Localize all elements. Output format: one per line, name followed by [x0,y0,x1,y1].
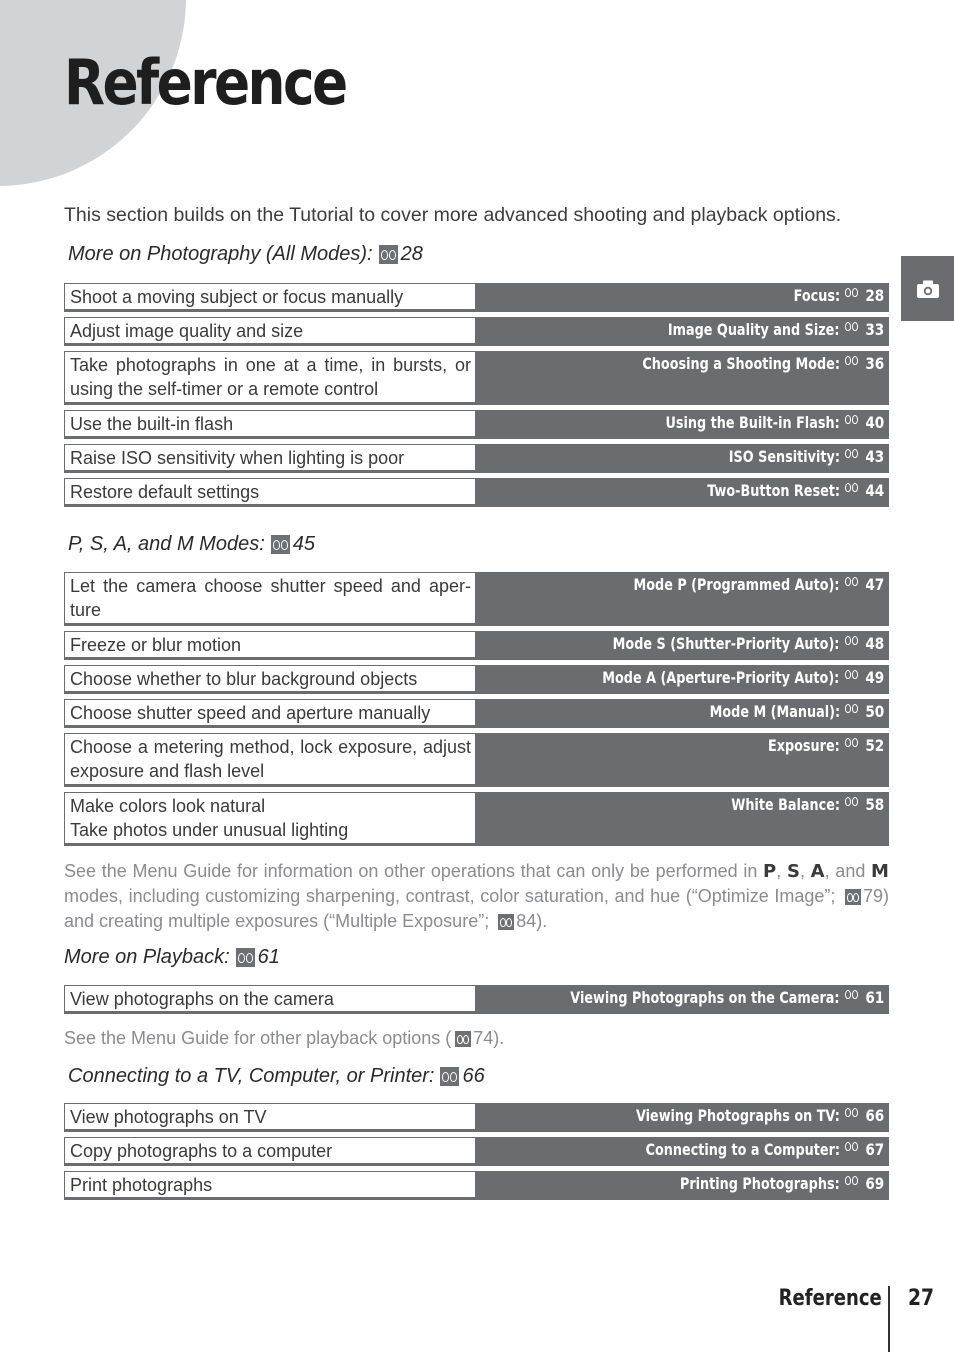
camera-icon [916,279,940,299]
table-row [64,283,889,312]
page-ref-icon [844,667,859,682]
reference-table-psam-modes [64,572,889,851]
note-text: , [776,861,787,881]
note-text: , [799,861,811,881]
row-description: Restore default settings [64,478,476,507]
page-ref-icon [844,1173,859,1188]
target-label: Image Quality and Size: [668,320,840,339]
row-target[interactable] [476,631,889,660]
target-label: Viewing Photographs on TV: [635,1106,840,1125]
page-ref-icon [844,701,859,716]
table-row [64,444,889,473]
page-ref-icon [271,535,290,554]
target-label: Choosing a Shooting Mode: [642,354,840,373]
intro-text: This section builds on the Tutorial to cover more advanced shooting and playback options. [64,204,842,226]
target-page: 40 [865,413,884,432]
target-label: Printing Photographs: [679,1174,840,1193]
page-ref-icon [845,889,861,905]
row-description: Make colors look natural Take photos under unusual lighting [64,792,476,846]
row-target[interactable] [476,351,889,405]
page-title: Reference [64,46,346,119]
target-page: 43 [865,447,884,466]
note-text: See the Menu Guide for information on other operations that can only be performed in [64,861,764,881]
section-heading-page: 28 [400,243,423,265]
table-row [64,665,889,694]
table-row [64,733,889,787]
page-ref-icon [844,1139,859,1154]
page-ref-icon [844,987,859,1002]
page-ref-icon [236,948,255,967]
row-description: Print photographs [64,1171,476,1200]
row-target[interactable] [476,283,889,312]
section-heading-label: More on Playback: [64,946,230,968]
page-ref-icon [844,446,859,461]
row-description: Take photographs in one at a time, in bursts, or using the self-timer or a remote control [64,351,476,405]
row-target[interactable] [476,444,889,473]
target-page: 47 [865,575,884,594]
page-ref-icon [844,574,859,589]
target-page: 28 [865,286,884,305]
target-page: 49 [865,668,884,687]
row-description: View photographs on TV [64,1103,476,1132]
row-target[interactable] [476,1137,889,1166]
table-row [64,478,889,507]
row-description: View photographs on the camera [64,985,476,1014]
section-heading-connecting [68,1065,485,1088]
table-row [64,572,889,626]
mode-letter: P [763,861,777,882]
row-description: Raise ISO sensitivity when lighting is poor [64,444,476,473]
target-label: Focus: [793,286,840,305]
row-description: Choose shutter speed and aperture manually [64,699,476,728]
page-ref-icon [440,1067,459,1086]
note-text: ) and creating multiple exposures (“Multiple Exposure”; [64,886,889,931]
reference-table-connecting [64,1103,889,1205]
page-ref-icon [844,412,859,427]
target-label: Using the Built-in Flash: [665,413,840,432]
table-row [64,1171,889,1200]
target-page: 61 [865,988,884,1007]
page-ref-icon [844,353,859,368]
mode-letter: M [871,861,889,882]
section-heading-label: More on Photography (All Modes): [68,243,373,265]
row-target[interactable] [476,1171,889,1200]
note-page-ref: 84 [516,911,537,931]
reference-table-photography [64,283,889,512]
page-ref-icon [844,480,859,495]
row-target[interactable] [476,699,889,728]
section-heading-playback [64,946,280,969]
target-label: Mode M (Manual): [709,702,840,721]
target-page: 58 [865,795,884,814]
page-ref-icon [844,735,859,750]
page-ref-icon [455,1031,471,1047]
page-ref-icon [844,285,859,300]
page-ref-icon [498,914,514,930]
mode-letter: S [786,861,800,882]
row-target[interactable] [476,317,889,346]
table-row [64,631,889,660]
row-target[interactable] [476,733,889,787]
table-row [64,792,889,846]
row-description: Freeze or blur motion [64,631,476,660]
target-label: Exposure: [767,736,840,755]
target-label: Connecting to a Computer: [645,1140,840,1159]
page-ref-icon [379,245,398,264]
note-text: , and [824,861,872,881]
footer-page-number: 27 [908,1286,935,1311]
row-target[interactable] [476,665,889,694]
note-text: modes, including customizing sharpening, contrast, color saturation, and hue (“Optimize Image”; [64,886,841,906]
reference-table-playback [64,985,889,1019]
note-page-ref: 79 [862,886,883,906]
footer-section-label: Reference [778,1286,882,1311]
row-description: Shoot a moving subject or focus manually [64,283,476,312]
footer-divider [888,1286,890,1352]
section-heading-photography [68,243,423,266]
target-label: Two-Button Reset: [706,481,840,500]
row-target[interactable] [476,1103,889,1132]
table-row [64,410,889,439]
section-heading-label: P, S, A, and M Modes: [68,533,265,555]
row-target[interactable] [476,985,889,1014]
page-ref-icon [844,1105,859,1120]
target-page: 66 [865,1106,884,1125]
mode-letter: A [810,861,825,882]
menu-guide-note [64,859,889,934]
table-row [64,699,889,728]
table-row [64,1103,889,1132]
playback-note [64,1026,889,1051]
target-page: 48 [865,634,884,653]
target-page: 69 [865,1174,884,1193]
section-heading-label: Connecting to a TV, Computer, or Printer: [68,1065,435,1087]
target-page: 50 [865,702,884,721]
target-page: 52 [865,736,884,755]
row-description: Choose a metering method, lock exposure, adjust exposure and flash level [64,733,476,787]
row-target[interactable] [476,572,889,626]
target-label: White Balance: [730,795,840,814]
section-heading-page: 61 [257,946,280,968]
table-row [64,985,889,1014]
target-label: Viewing Photographs on the Camera: [570,988,840,1007]
row-description: Adjust image quality and size [64,317,476,346]
section-heading-page: 45 [292,533,316,555]
row-description: Choose whether to blur background objects [64,665,476,694]
row-target[interactable] [476,478,889,507]
target-label: Mode A (Aperture-Priority Auto): [602,668,840,687]
row-description: Copy photographs to a computer [64,1137,476,1166]
row-description: Use the built-in flash [64,410,476,439]
target-label: ISO Sensitivity: [728,447,840,466]
page-ref-icon [844,319,859,334]
side-tab [901,256,954,321]
target-label: Mode S (Shutter-Priority Auto): [612,634,840,653]
page-ref-icon [844,633,859,648]
note-text: ). [536,911,548,931]
note-text: ). [493,1028,505,1048]
row-target[interactable] [476,410,889,439]
table-row [64,351,889,405]
target-page: 67 [865,1140,884,1159]
row-target[interactable] [476,792,889,846]
table-row [64,1137,889,1166]
note-text: See the Menu Guide for other playback options ( [64,1028,452,1048]
target-label: Mode P (Programmed Auto): [633,575,840,594]
target-page: 44 [865,481,884,500]
note-page-ref: 74 [473,1028,494,1048]
row-description: Let the camera choose shutter speed and aper-ture [64,572,476,626]
page-ref-icon [844,794,859,809]
table-row [64,317,889,346]
section-heading-psam-modes [68,533,315,556]
section-heading-page: 66 [462,1065,485,1087]
target-page: 36 [865,354,884,373]
target-page: 33 [865,320,884,339]
